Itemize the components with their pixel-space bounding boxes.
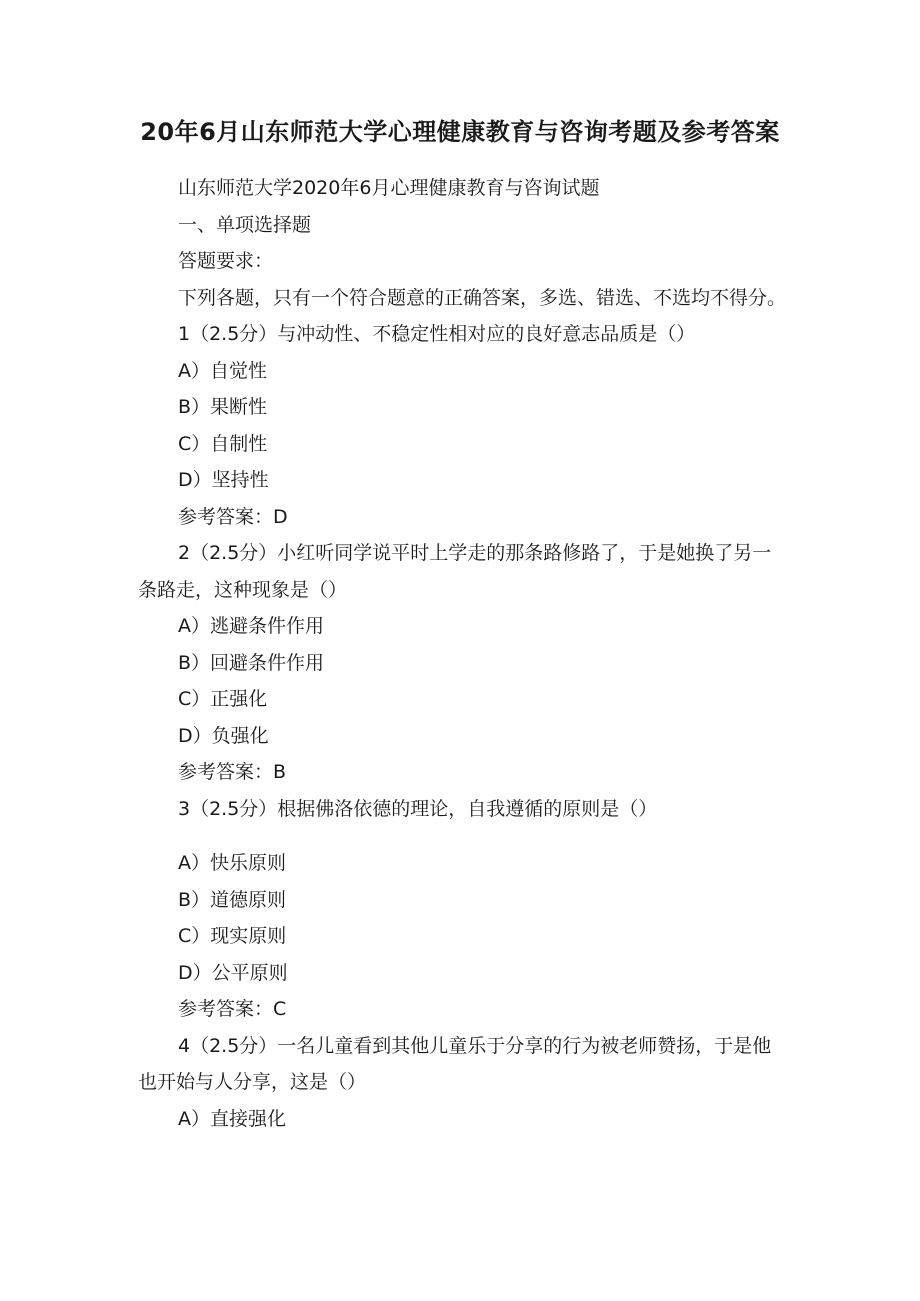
question-answer: 参考答案：D xyxy=(178,505,288,528)
question-stem: 4（2.5分）一名儿童看到其他儿童乐于分享的行为被老师赞扬，于是他也开始与人分享，这是（） xyxy=(138,1034,772,1093)
question-option: D）负强化 xyxy=(178,724,269,747)
question-option: A）直接强化 xyxy=(178,1107,286,1130)
question-option: D）坚持性 xyxy=(178,469,269,491)
document-body xyxy=(138,170,788,1137)
question-option: D）公平原则 xyxy=(178,961,288,984)
question-option: C）正强化 xyxy=(178,688,268,710)
question-option: C）自制性 xyxy=(178,432,268,455)
question-stem: 3（2.5分）根据佛洛依德的理论，自我遵循的原则是（） xyxy=(178,797,658,820)
question-stem: 1（2.5分）与冲动性、不稳定性相对应的良好意志品质是（） xyxy=(178,323,696,345)
question-stem: 2（2.5分）小红听同学说平时上学走的那条路修路了，于是她换了另一条路走，这种现象是（） xyxy=(138,542,772,601)
question-option: A）自觉性 xyxy=(178,359,267,382)
question-option: B）道德原则 xyxy=(178,888,287,911)
question-option: C）现实原则 xyxy=(178,925,287,947)
question-option: A）快乐原则 xyxy=(178,852,286,874)
question-option: A）逃避条件作用 xyxy=(178,615,324,637)
instructions-text: 下列各题，只有一个符合题意的正确答案，多选、错选、不选均不得分。 xyxy=(178,286,787,309)
question-option: B）回避条件作用 xyxy=(178,651,325,674)
question-answer: 参考答案：C xyxy=(178,998,287,1020)
exam-subtitle: 山东师范大学2020年6月心理健康教育与咨询试题 xyxy=(178,177,600,199)
document-title: 20年6月山东师范大学心理健康教育与咨询考题及参考答案 xyxy=(140,118,780,146)
section-heading: 一、单项选择题 xyxy=(178,213,312,236)
question-answer: 参考答案：B xyxy=(178,761,287,783)
instructions-label: 答题要求： xyxy=(178,250,274,272)
question-option: B）果断性 xyxy=(178,396,268,418)
